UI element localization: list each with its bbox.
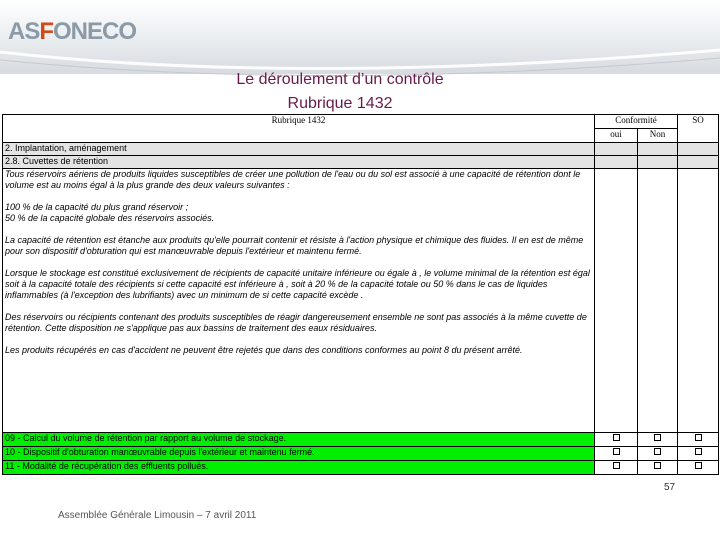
so-header: SO	[678, 115, 719, 143]
check-row-10: 10 - Dispositif d'obturation manœuvrable depuis l'extérieur et maintenu fermé.	[3, 447, 595, 461]
slide-title	[160, 68, 520, 116]
subsection-row: 2.8. Cuvettes de rétention	[3, 156, 595, 169]
section-row: 2. Implantation, aménagement	[3, 143, 595, 156]
conformite-header: Conformité	[595, 115, 678, 129]
title-line-1: Le déroulement d’un contrôle	[236, 71, 444, 88]
rubrique-header: Rubrique 1432	[3, 115, 595, 143]
paragraph: Des réservoirs ou récipients contenant des produits susceptibles de réagir dangereusement ensemble ne sont pas associés à la même cuvette de rétention. Cette disposition ne s'applique pas aux bassins de traitement des eaux résiduaires.	[5, 312, 587, 333]
non-checkbox[interactable]	[654, 448, 661, 455]
regulation-text	[3, 169, 595, 433]
paragraph: La capacité de rétention est étanche aux produits qu'elle pourrait contenir et résiste à l'action physique et chimique des fluides. Il en est de même pour son dispositif d'obturation qui est manœuvrable depuis l'extérieur et maintenu fermé.	[5, 235, 584, 256]
paragraph: Lorsque le stockage est constitué exclusivement de récipients de capacité unitaire inférieure ou égale à , le volume minimal de la rétention est égal soit à la capacité totale des récipients si cette capacité est inférieure à , soit à 20 % de la capacité totale ou 50 % dans le cas de liquides inflammables (à l'exception des lubrifiants) avec un minimum de si cette capacité excède .	[5, 268, 590, 300]
check-row-11: 11 - Modalité de récupération des effluents pollués.	[3, 461, 595, 475]
asfoneco-logo: ASFONECO	[8, 18, 137, 45]
checklist-table	[2, 114, 719, 475]
paragraph: 100 % de la capacité du plus grand réservoir ;	[5, 202, 189, 212]
paragraph: Les produits récupérés en cas d'accident ne peuvent être rejetés que dans des conditions conformes au point 8 du présent arrêté.	[5, 345, 523, 355]
non-checkbox[interactable]	[654, 434, 661, 441]
non-checkbox[interactable]	[654, 462, 661, 469]
paragraph: 50 % de la capacité globale des réservoirs associés.	[5, 213, 215, 223]
oui-checkbox[interactable]	[613, 434, 620, 441]
oui-header: oui	[595, 129, 638, 143]
so-checkbox[interactable]	[695, 434, 702, 441]
non-header: Non	[638, 129, 678, 143]
title-line-2: Rubrique 1432	[287, 95, 393, 112]
footer-text: Assemblée Générale Limousin – 7 avril 2011	[58, 510, 257, 521]
so-checkbox[interactable]	[695, 462, 702, 469]
oui-checkbox[interactable]	[613, 462, 620, 469]
check-row-09: 09 - Calcul du volume de rétention par rapport au volume de stockage.	[3, 433, 595, 447]
paragraph: Tous réservoirs aériens de produits liquides susceptibles de créer une pollution de l'eau ou du sol est associé à une capacité de rétention dont le volume est au moins égal à la plus grande des deux valeurs suivantes :	[5, 169, 581, 190]
page-number: 57	[664, 482, 676, 493]
oui-checkbox[interactable]	[613, 448, 620, 455]
so-checkbox[interactable]	[695, 448, 702, 455]
